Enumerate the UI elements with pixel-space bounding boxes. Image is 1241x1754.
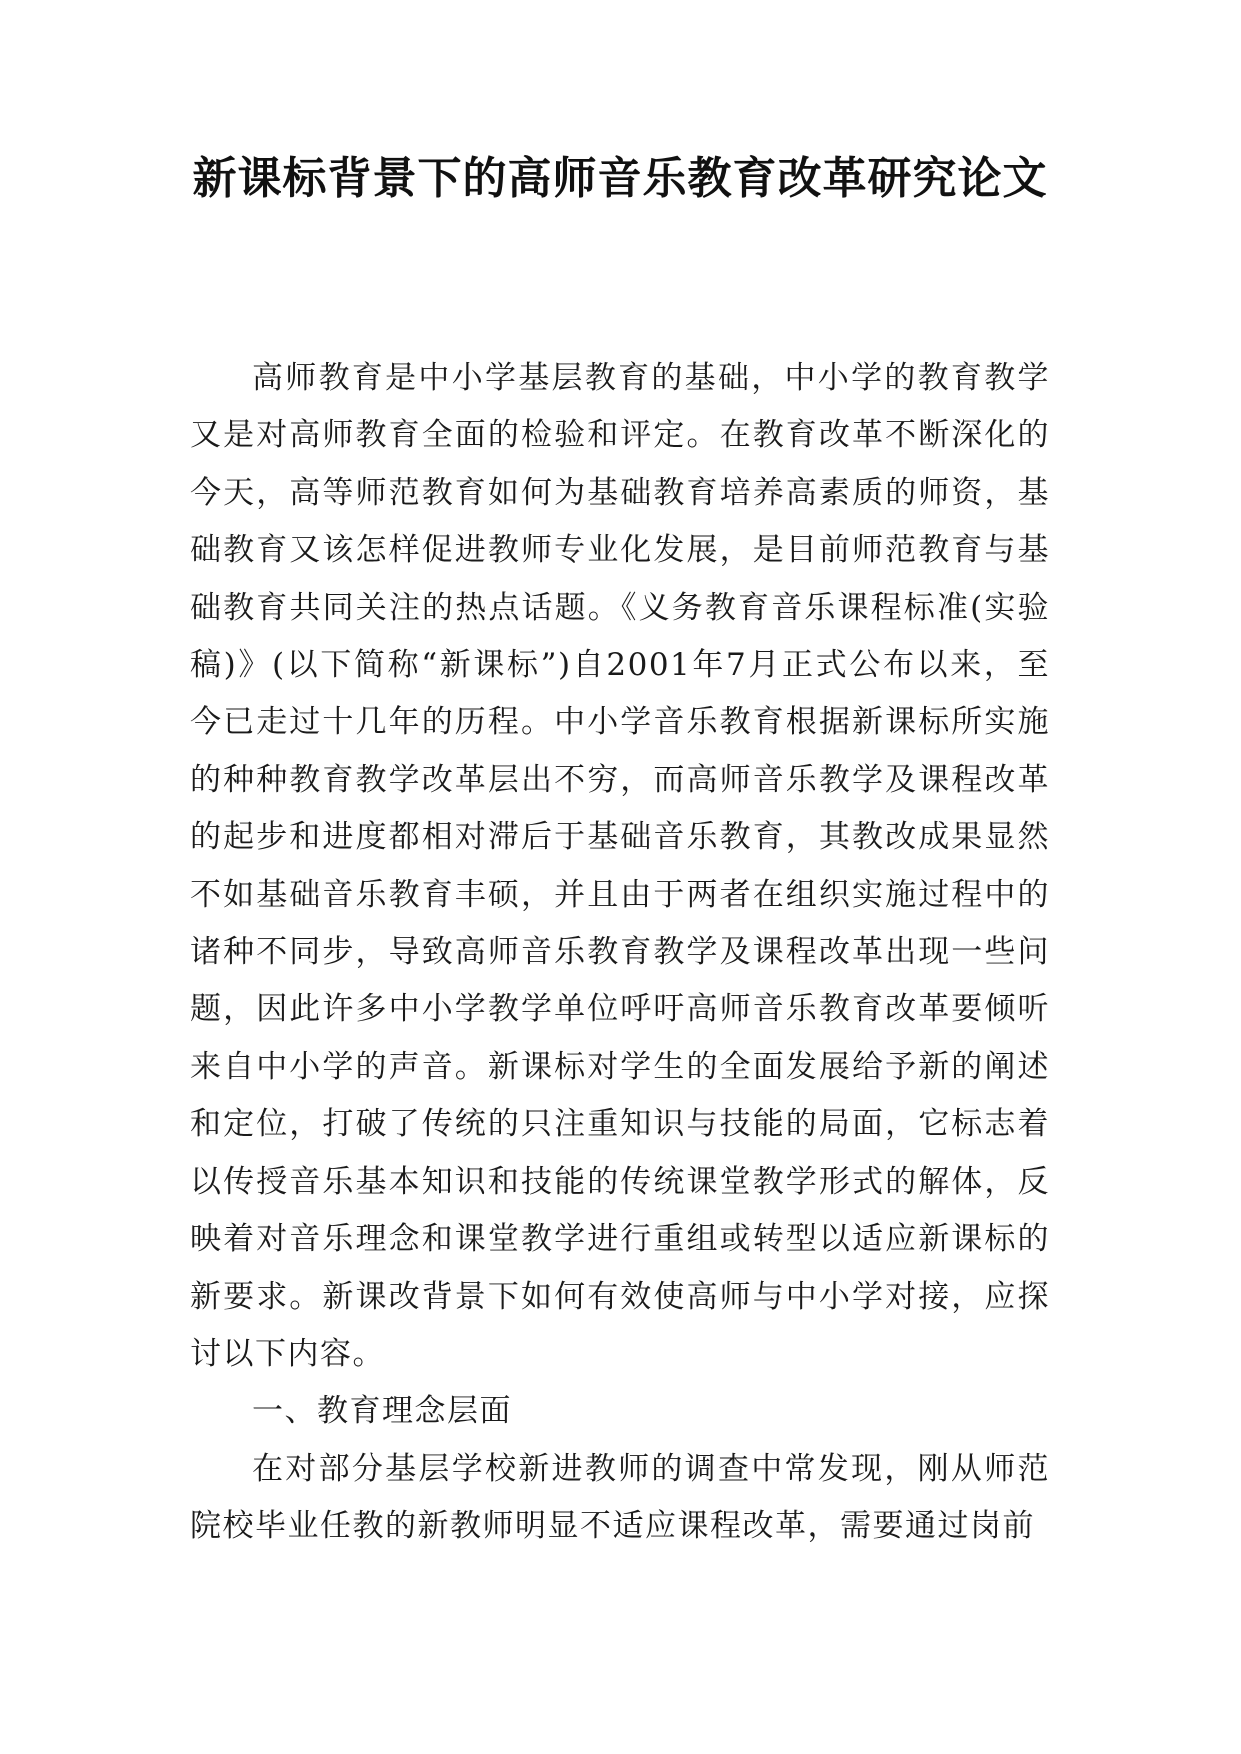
paragraph-section-one: 在对部分基层学校新进教师的调查中常发现，刚从师范院校毕业任教的新教师明显不适应课程改革，需要通过岗前 <box>190 1450 1050 1545</box>
document-title: 新课标背景下的高师音乐教育改革研究论文 <box>192 153 1048 204</box>
paragraph-intro: 高师教育是中小学基层教育的基础，中小学的教育教学又是对高师教育全面的检验和评定。在教育改革不断深化的今天，高等师范教育如何为基础教育培养高素质的师资，基础教育又该怎样促进教师专业化发展，是目前师范教育与基础教育共同关注的热点话题。《义务教育音乐课程标准(实验稿)》(以下简称“新课标”)自2001年7月正式公布以来，至今已走过十几年的历程。中小学音乐教育根据新课标所实施的种种教育教学改革层出不穷，而高师音乐教学及课程改革的起步和进度都相对滞后于基础音乐教育，其教改成果显然不如基础音乐教育丰硕，并且由于两者在组织实施过程中的诸种不同步，导致高师音乐教育教学及课程改革出现一些问题，因此许多中小学教学单位呼吁高师音乐教育改革要倾听来自中小学的声音。新课标对学生的全面发展给予新的阐述和定位，打破了传统的只注重知识与技能的局面，它标志着以传授音乐基本知识和技能的传统课堂教学形式的解体，反映着对音乐理念和课堂教学进行重组或转型以适应新课标的新要求。新课改背景下如何有效使高师与中小学对接，应探讨以下内容。 <box>190 360 1050 1372</box>
document-body <box>190 350 1050 1556</box>
section-heading: 一、教育理念层面 <box>252 1393 512 1430</box>
